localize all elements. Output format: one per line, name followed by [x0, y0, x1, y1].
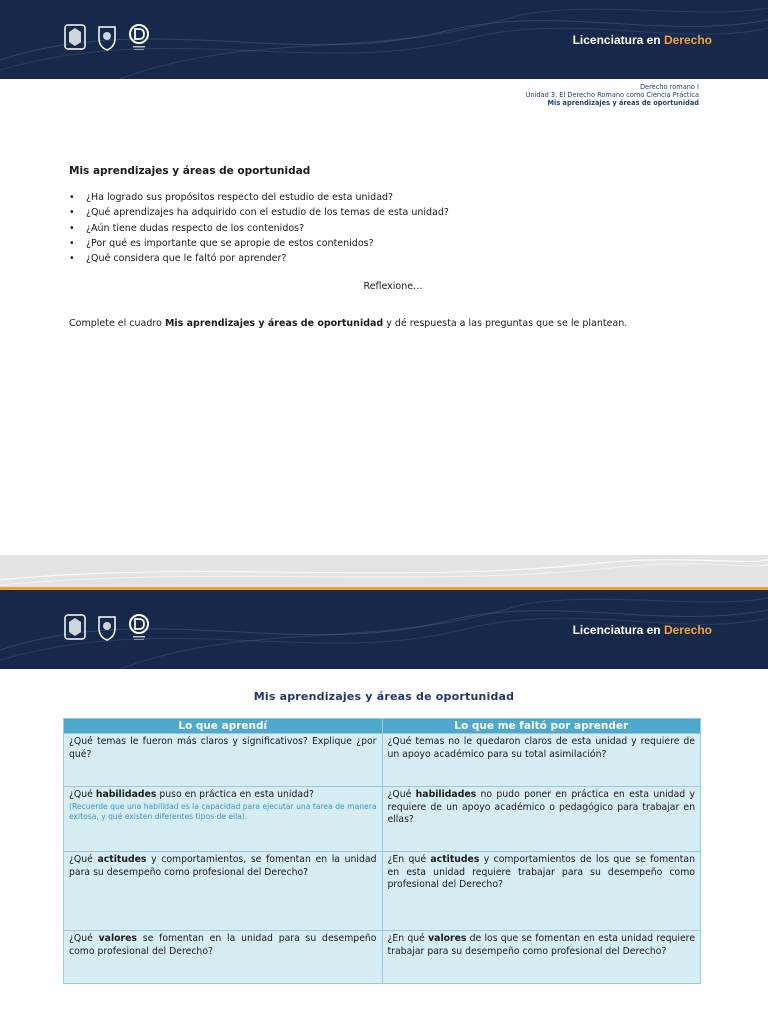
cell-text: ¿Qué [69, 789, 96, 800]
cell-bold-text: actitudes [97, 854, 147, 865]
table-row [64, 787, 701, 852]
breadcrumb [526, 83, 699, 107]
table-header-row [64, 719, 701, 734]
program-prefix: Licenciatura en [572, 623, 661, 637]
list-item: • ¿Qué considera que le faltó por aprender? [69, 251, 449, 266]
page-separator [0, 555, 768, 590]
list-item: • ¿Ha logrado sus propósitos respecto del estudio de esta unidad? [69, 190, 449, 205]
cell-bold-text: valores [428, 933, 467, 944]
institution-logos [63, 22, 151, 52]
program-title [573, 33, 712, 47]
cell-bold-text: valores [98, 933, 137, 944]
cell-text: de los que se fomentan en esta unidad requiere trabajar para su desempeño como profesional del Derecho? [387, 933, 696, 957]
program-accent: Derecho [663, 623, 712, 637]
cell-text: ¿Qué [387, 789, 416, 800]
program-prefix: Licenciatura en [572, 33, 661, 47]
column-header-missing: Lo que me faltó por aprender [382, 719, 701, 734]
instruction-bold: Mis aprendizajes y áreas de oportunidad [164, 318, 384, 329]
shield-crest-icon [95, 612, 119, 642]
table-row [64, 931, 701, 984]
cell-bold-text: habilidades [415, 789, 477, 800]
cell-note: (Recuerde que una habilidad es la capacidad para ejecutar una tarea de manera exitosa, y qué existen diferentes tipos de ella). [69, 801, 377, 821]
breadcrumb-section: Mis aprendizajes y áreas de oportunidad [547, 99, 699, 107]
cell-text: ¿En qué [387, 854, 431, 865]
page-header [0, 590, 768, 669]
reflect-prompt: Reflexione… [363, 281, 423, 292]
table-cell[interactable] [64, 931, 383, 984]
table-cell[interactable] [64, 734, 383, 787]
column-header-learned: Lo que aprendí [64, 719, 383, 734]
cell-text: puso en práctica en esta unidad? [156, 789, 314, 800]
unam-crest-icon [63, 612, 87, 642]
cell-text: ¿Qué [69, 933, 99, 944]
list-item: • ¿Por qué es importante que se apropie de estos contenidos? [69, 236, 449, 251]
table-cell[interactable] [64, 787, 383, 852]
cell-text: y comportamientos, se fomentan en la unidad para su desempeño como profesional del Derecho? [69, 854, 377, 878]
table-cell[interactable] [382, 852, 701, 931]
section-title: Mis aprendizajes y áreas de oportunidad [69, 165, 311, 177]
cell-text: se fomentan en la unidad para su desempeño como profesional del Derecho? [69, 933, 377, 957]
instruction-pre: Complete el cuadro [69, 318, 165, 329]
cell-text: ¿Qué [69, 854, 98, 865]
program-accent: Derecho [663, 33, 712, 47]
breadcrumb-unit: Unidad 3. El Derecho Romano como Ciencia Práctica [525, 91, 699, 99]
instruction-text [69, 318, 627, 329]
list-item: • ¿Qué aprendizajes ha adquirido con el estudio de los temas de esta unidad? [69, 205, 449, 220]
unam-crest-icon [63, 22, 87, 52]
cell-bold-text: habilidades [95, 789, 157, 800]
program-title [573, 623, 712, 637]
list-item: • ¿Aún tiene dudas respecto de los contenidos? [69, 221, 449, 236]
cell-bold-text: actitudes [430, 854, 480, 865]
cell-text: ¿Qué temas no le quedaron claros de esta unidad y requiere de un apoyo académico para su total asimilación? [387, 736, 695, 760]
shield-crest-icon [95, 22, 119, 52]
question-list [69, 190, 449, 266]
table-cell[interactable] [382, 734, 701, 787]
cell-text: y comportamientos de los que se fomentan en esta unidad requiere trabajar para su desempeño como profesional del Derecho? [387, 854, 696, 891]
instruction-post: y dé respuesta a las preguntas que se le plantean. [383, 318, 628, 329]
table-row [64, 852, 701, 931]
breadcrumb-course: Derecho romano I [639, 83, 699, 91]
cell-text: ¿Qué temas le fueron más claros y significativos? Explique ¿por qué? [69, 736, 377, 760]
separator-wave-decoration [0, 555, 768, 590]
cuaed-logo-icon [127, 612, 151, 642]
learning-table [63, 718, 701, 984]
table-cell[interactable] [382, 787, 701, 852]
institution-logos [63, 612, 151, 642]
table-title: Mis aprendizajes y áreas de oportunidad [253, 690, 515, 703]
cell-text: ¿En qué [387, 933, 429, 944]
table-cell[interactable] [382, 931, 701, 984]
cell-text: no pudo poner en práctica en esta unidad y requiere de un apoyo académico o pedagógico para trabajar en ellas? [387, 789, 695, 826]
table-row [64, 734, 701, 787]
page-header [0, 0, 768, 79]
cuaed-logo-icon [127, 22, 151, 52]
table-cell[interactable] [64, 852, 383, 931]
